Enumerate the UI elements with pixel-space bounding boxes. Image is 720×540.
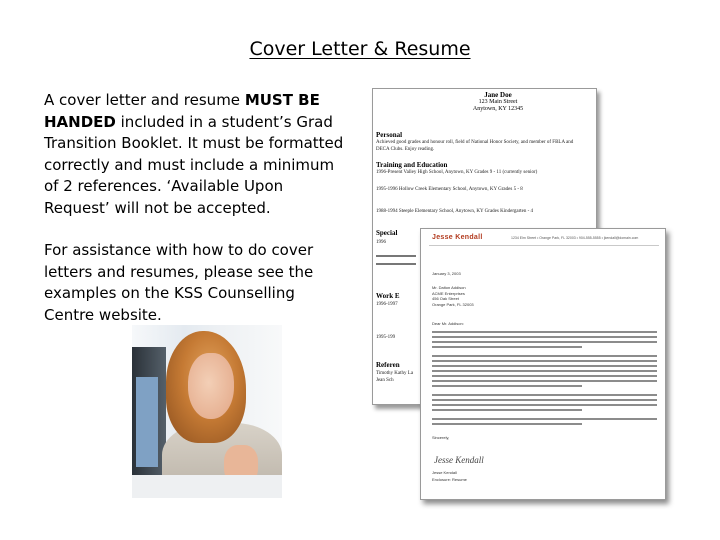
- resume-text-line: [376, 255, 416, 257]
- letter-date: January 3, 2003: [432, 271, 461, 276]
- monitor-screen-shape: [136, 377, 158, 467]
- letter-body-line: [432, 399, 657, 401]
- letter-body-line: [432, 346, 582, 348]
- para1-emphasis: MUST BE HANDED: [44, 91, 320, 131]
- resume-address-line: Anytown, KY 12345: [472, 106, 524, 112]
- resume-section-heading: Training and Education: [376, 161, 448, 169]
- letter-body-line: [432, 409, 582, 411]
- resume-section-text: 1996-Present Valley High School, Anytown, KY Grades 9 - 11 (currently senior): [376, 170, 538, 175]
- resume-section-text: Timothy Kathy La Jean Sch: [376, 371, 414, 383]
- resume-section-heading: Work E: [376, 292, 400, 300]
- resume-section-heading: Special: [376, 229, 398, 237]
- paragraph-assistance: For assistance with how to do cover letters and resumes, please see the examples on the KSS Counselling Centre website.: [44, 241, 314, 324]
- letter-body-line: [432, 423, 582, 425]
- letter-body-line: [432, 355, 657, 357]
- letter-signature: Jesse Kendall: [434, 455, 484, 465]
- resume-section-text: 1988-1994 Steeple Elementary School, Anytown, KY Grades Kindergarten - 4: [376, 209, 534, 214]
- letter-typed-name: Jesse Kendall: [432, 470, 457, 475]
- para1-text-b: included in a student’s Grad Transition Booklet. It must be formatted correctly and must include a minimum of 2 references. ‘Available Upon Request’ will not be accepted.: [44, 112, 344, 217]
- para1-text-a: A cover letter and resume: [44, 91, 245, 109]
- letter-body-line: [432, 365, 657, 367]
- resume-section-text: 1996-1997: [376, 302, 398, 307]
- recipient-line: Orange Park, FL 32003: [432, 301, 474, 307]
- resume-section-text: 1995-199: [376, 335, 396, 340]
- slide-title: Cover Letter & Resume: [249, 38, 471, 60]
- paragraph-requirements: [44, 90, 344, 219]
- letter-divider: [429, 245, 659, 246]
- sample-cover-letter: [420, 228, 666, 500]
- letter-recipient: [432, 285, 660, 307]
- desk-shape: [132, 475, 282, 498]
- letter-body-line: [432, 375, 657, 377]
- letter-enclosure: Enclosure: Resume: [432, 477, 467, 482]
- letter-body-line: [432, 370, 657, 372]
- recipient-line: Mr. Dalton Addison: [432, 285, 466, 290]
- resume-text-line: [376, 263, 416, 265]
- monitor-shape: [132, 347, 166, 477]
- resume-address: [443, 99, 553, 113]
- letter-body-line: [432, 404, 657, 406]
- face-shape: [188, 353, 234, 419]
- student-photo: [132, 325, 282, 498]
- resume-section-text: Achieved good grades and honour roll, field of National Honor Society, and member of FBLA and DECA Clubs. Enjoy reading.: [376, 140, 574, 152]
- letter-body-line: [432, 394, 657, 396]
- resume-section-heading: Personal: [376, 131, 403, 139]
- letter-body-line: [432, 385, 582, 387]
- letter-body-line: [432, 341, 657, 343]
- letter-salutation: Dear Mr. Addison:: [432, 321, 464, 326]
- letter-body-line: [432, 360, 657, 362]
- resume-name: Jane Doe: [484, 91, 512, 99]
- letter-name: Jesse Kendall: [432, 234, 483, 241]
- recipient-line: ACME Enterprises: [432, 290, 465, 296]
- recipient-line: 456 Oak Street: [432, 296, 459, 301]
- letter-body-line: [432, 418, 657, 420]
- resume-address-line: 123 Main Street: [478, 99, 518, 105]
- letter-header-info: 1234 Elm Street • Orange Park, FL 32003 • 904-555-5555 • jkendall@domain.com: [511, 236, 639, 240]
- letter-body-line: [432, 380, 657, 382]
- letter-body-line: [432, 331, 657, 333]
- resume-section-heading: Referen: [376, 361, 400, 369]
- resume-section-text: 1996: [376, 240, 386, 245]
- resume-section-text: 1995-1996 Hollow Creek Elementary School, Anytown, KY Grades 5 - 8: [376, 187, 523, 192]
- letter-closing: Sincerely,: [432, 435, 450, 440]
- letter-body-line: [432, 336, 657, 338]
